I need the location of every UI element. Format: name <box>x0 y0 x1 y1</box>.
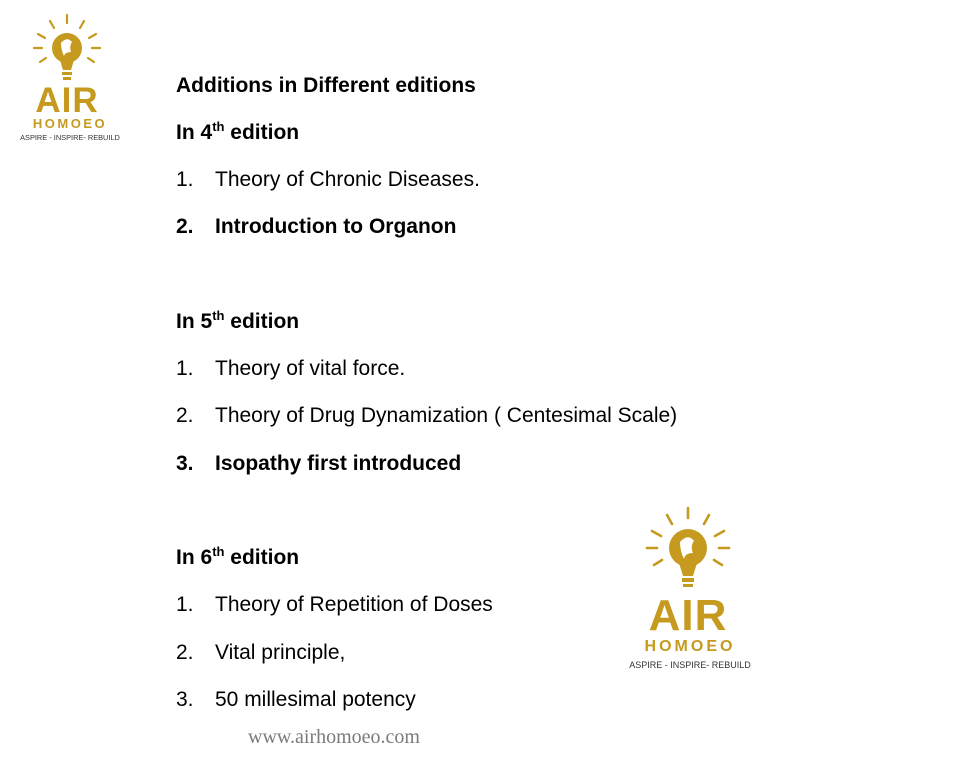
list-item: 1. Theory of vital force. <box>176 357 406 380</box>
list-item: 2. Introduction to Organon <box>176 215 457 238</box>
air-homoeo-logo-watermark <box>622 505 758 675</box>
list-item: 1. Theory of Repetition of Doses <box>176 593 493 616</box>
logo-brand-air: AIR <box>35 81 99 120</box>
logo-brand-homoeo: HOMOEO <box>644 638 736 655</box>
logo-tagline: ASPIRE - INSPIRE- REBUILD <box>629 660 751 670</box>
section-title-4th-edition: In 4th edition <box>176 119 300 144</box>
list-item: 2. Theory of Drug Dynamization ( Centesimal Scale) <box>176 404 678 427</box>
list-item: 3. 50 millesimal potency <box>176 688 416 711</box>
lightbulb-icon <box>34 15 100 80</box>
air-homoeo-logo <box>14 12 126 144</box>
list-item: 3. Isopathy first introduced <box>176 452 462 475</box>
list-item: 2. Vital principle, <box>176 641 346 664</box>
lightbulb-icon <box>647 508 729 587</box>
logo-brand-homoeo: HOMOEO <box>32 116 108 131</box>
logo-tagline: ASPIRE - INSPIRE- REBUILD <box>20 133 120 142</box>
page-heading: Additions in Different editions <box>176 74 476 97</box>
logo-brand-air: AIR <box>648 591 728 640</box>
section-title-6th-edition: In 6th edition <box>176 544 300 569</box>
section-title-5th-edition: In 5th edition <box>176 308 300 333</box>
list-item: 1. Theory of Chronic Diseases. <box>176 168 480 191</box>
footer-website-url: www.airhomoeo.com <box>248 726 420 748</box>
